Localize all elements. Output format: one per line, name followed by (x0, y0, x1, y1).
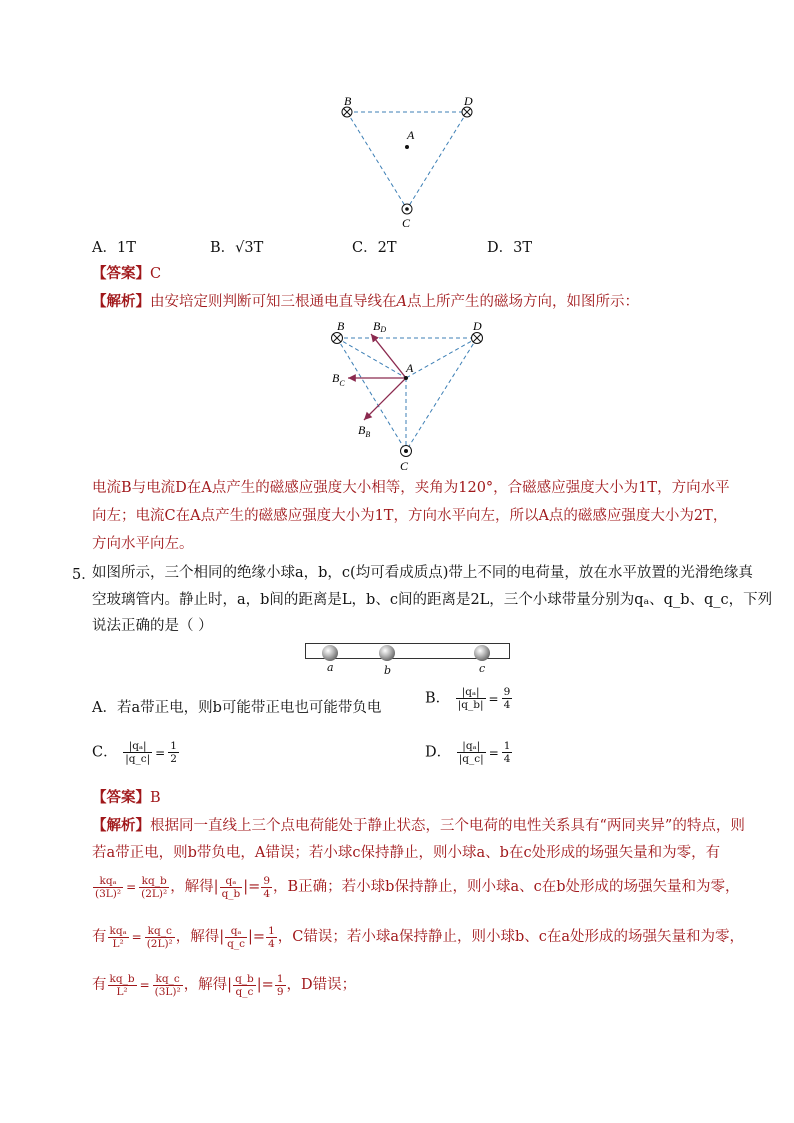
analysis-2-line-5: 有 $\frac{kq\_b}{\text{L²}}$ = $\frac{kq\_c}{\text{(3L)²}}$ ，解得| $\frac{q\_b}{q\_c}$ |= $\frac{1}{9}$ ，D错误； (92, 972, 357, 998)
label-d: D (464, 94, 473, 108)
wire-into-page-icon (342, 107, 352, 117)
wire-out-of-page-icon (402, 204, 412, 214)
label-a: A (406, 361, 414, 375)
label-a: A (407, 128, 415, 142)
question-5-number: 5． (72, 567, 96, 583)
triangle-figure-2 (326, 316, 496, 476)
ball-c-label: c (479, 662, 486, 675)
answer-1: 【答案】C (92, 265, 162, 282)
analysis-1-p2: 向左；电流C在A点产生的磁感应强度大小为1T，方向水平向左，所以A点的磁感应强度大小为2T， (92, 508, 728, 524)
analysis-2-line-2: 若a带正电，则b带负电，A错误；若小球c保持静止，则小球a、b在c处形成的场强矢量和为零，有 (92, 845, 721, 861)
analysis-1-p1: 电流B与电流D在A点产生的磁感应强度大小相等，夹角为120°，合磁感应强度大小为1T，方向水平 (92, 480, 730, 496)
label-d: D (473, 319, 482, 333)
wire-into-page-icon (462, 107, 472, 117)
ball-b-label: b (384, 664, 392, 677)
ball-a (322, 645, 338, 661)
option-b: B．√3T (210, 240, 264, 256)
analysis-2-line-4: 有 $\frac{\text{kqₐ}}{\text{L²}}$ = $\frac{kq\_c}{\text{(2L)²}}$ ，解得| $\frac{\text{qₐ}}{q\_c}$ |= $\frac{1}{4}$ ，C错误；若小球a保持静止，则小球b、c在a处形成的场强矢量和为零， (92, 924, 745, 950)
label-bd: BD (373, 319, 387, 334)
label-bb: $B_B$ (358, 423, 371, 439)
q5-option-d: D． $\frac{\text{|qₐ|}}{|q\_c|}$ = $\frac{1}{4}$ (425, 740, 511, 765)
wire-out-of-page-icon (401, 446, 412, 457)
analysis-2-line-1: 【解析】根据同一直线上三个点电荷能处于静止状态，三个电荷的电性关系具有“两同夹异”的特点，则 (92, 817, 745, 834)
wire-into-page-icon (472, 333, 483, 344)
q5-option-c: C． $\frac{\text{|qₐ|}}{|q\_c|}$ = $\frac{1}{2}$ (92, 740, 177, 765)
answer-2: 【答案】B (92, 789, 161, 806)
option-a: A．1T (92, 240, 136, 256)
ball-a-label: a (327, 661, 334, 674)
analysis-1-p3: 方向水平向左。 (92, 536, 194, 552)
ball-b (379, 645, 395, 661)
q5-option-b: B． $\frac{\text{|qₐ|}}{|q\_b|}$ = $\frac{9}{4}$ (425, 686, 511, 711)
wire-into-page-icon (332, 333, 343, 344)
vector-bd (371, 334, 406, 378)
label-b: B (344, 94, 352, 108)
option-c: C．2T (352, 240, 397, 256)
question-5-line-2: 空玻璃管内。静止时，a，b间的距离是L，b、c间的距离是2L，三个小球带量分别为qₐ、q_b、q_c，下列 (92, 592, 773, 608)
vector-bb (364, 378, 406, 420)
analysis-1-intro: 【解析】由安培定则判断可知三根通电直导线在A点上所产生的磁场方向，如图所示： (92, 293, 639, 310)
label-c: C (402, 216, 411, 230)
question-5-line-1: 如图所示，三个相同的绝缘小球a，b，c(均可看成质点)带上不同的电荷量，放在水平放置的光滑绝缘真 (92, 565, 753, 581)
point-a-dot (405, 145, 409, 149)
ball-c (474, 645, 490, 661)
label-b: B (337, 319, 345, 333)
label-bc: $B_C$ (332, 371, 345, 388)
q5-option-a: A．若a带正电，则b可能带正电也可能带负电 (92, 700, 382, 716)
analysis-2-line-3: $\frac{\text{kqₐ}}{\text{(3L)²}}$ = $\frac{kq\_b}{\text{(2L)²}}$ ，解得| $\frac{\text{qₐ}}{q\_b}$ |= $\frac{9}{4}$ ，B正确；若小球b保持静止，则小球a、c在b处形成的场强矢量和为零， (95, 874, 740, 900)
option-d: D．3T (487, 240, 533, 256)
question-5-line-3: 说法正确的是（ ） (92, 618, 213, 634)
triangle-figure-1 (330, 92, 490, 232)
point-a-dot (404, 376, 408, 380)
label-c: C (400, 459, 409, 473)
